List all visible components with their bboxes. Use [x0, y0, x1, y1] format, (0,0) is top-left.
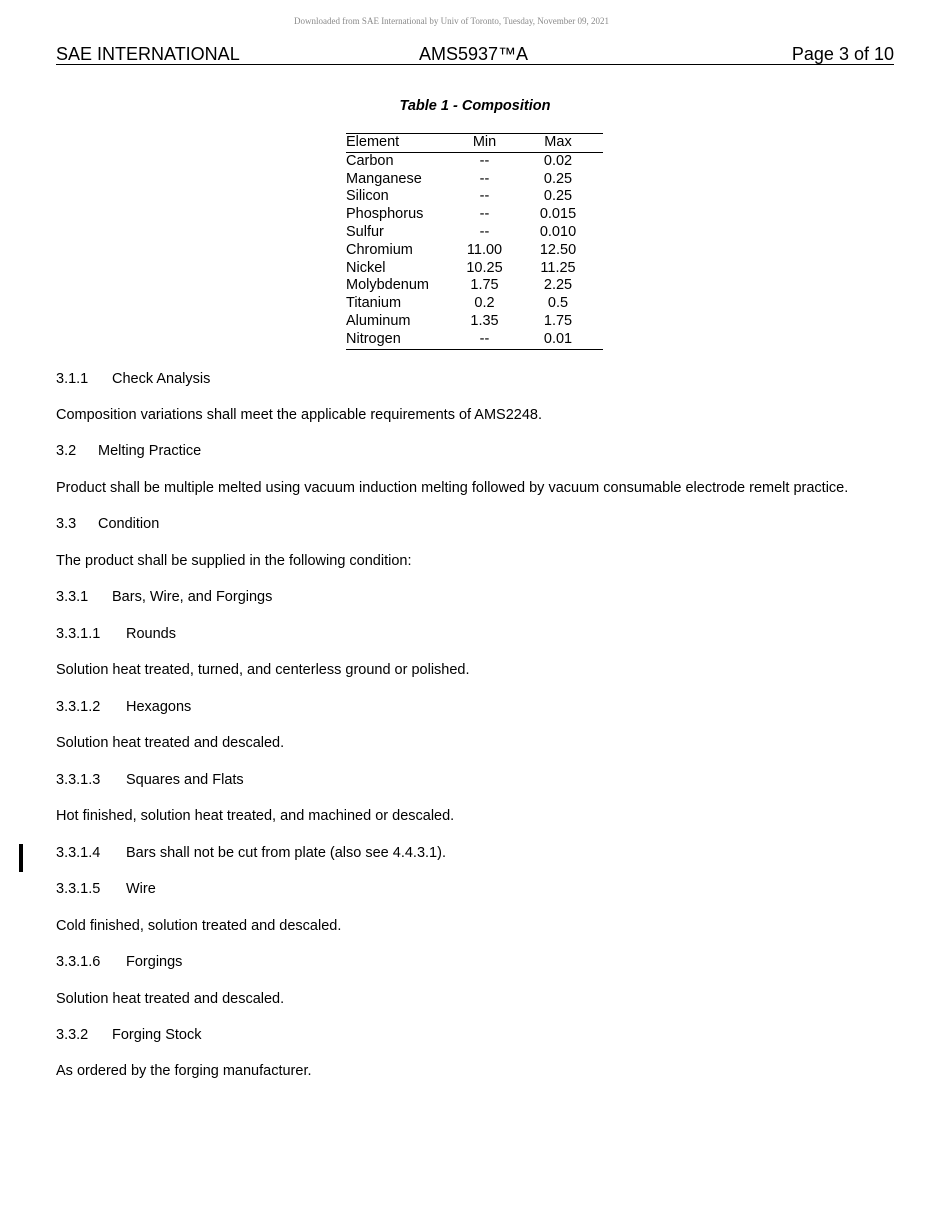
section-heading-3-3-1-1 — [56, 625, 176, 643]
cell-min: -- — [479, 152, 490, 169]
paragraph-3-3: The product shall be supplied in the following condition: — [56, 553, 412, 569]
section-heading-3-3-1-6 — [56, 953, 182, 971]
download-watermark: Downloaded from SAE International by Univ of Toronto, Tuesday, November 09, 2021 — [293, 16, 610, 26]
paragraph-3-3-1-6: Solution heat treated and descaled. — [56, 991, 285, 1007]
header-document-number: AMS5937™A — [419, 44, 529, 64]
header-page-number: Page 3 of 10 — [791, 44, 894, 64]
table-row — [346, 171, 603, 189]
paragraph-3-3-1-2: Solution heat treated and descaled. — [56, 735, 285, 751]
section-number: 3.3.1.4 — [56, 845, 101, 861]
cell-element: Phosphorus — [346, 206, 424, 223]
cell-element: Manganese — [346, 170, 422, 187]
table-row — [346, 313, 603, 331]
table-row — [346, 242, 603, 260]
table-row — [346, 277, 603, 295]
table-row — [346, 152, 603, 170]
section-number: 3.1.1 — [56, 371, 89, 387]
section-heading-3-1-1 — [56, 370, 210, 388]
cell-max: 2.25 — [543, 277, 573, 294]
cell-min: -- — [479, 206, 490, 223]
cell-element: Molybdenum — [346, 277, 430, 294]
cell-element: Titanium — [346, 295, 402, 312]
section-title: Rounds — [126, 626, 176, 642]
composition-table — [346, 133, 603, 350]
cell-max: 0.02 — [543, 152, 573, 169]
section-number: 3.3.1.1 — [56, 626, 101, 642]
cell-max: 0.5 — [547, 295, 569, 312]
cell-element: Chromium — [346, 241, 413, 258]
section-heading-3-3-2 — [56, 1026, 201, 1044]
header-organization: SAE INTERNATIONAL — [56, 44, 240, 64]
cell-max: 11.25 — [540, 259, 576, 276]
cell-max: 1.75 — [543, 312, 573, 329]
cell-element: Nitrogen — [346, 331, 456, 349]
cell-min: 1.75 — [470, 277, 499, 294]
section-title: Bars, Wire, and Forgings — [112, 589, 273, 605]
column-header-min: Min — [456, 134, 513, 153]
cell-min: 1.35 — [470, 312, 499, 329]
paragraph-3-2: Product shall be multiple melted using vacuum induction melting followed by vacuum consumable electrode remelt practice. — [56, 480, 849, 496]
section-number: 3.3 — [56, 516, 77, 532]
revision-change-bar — [19, 844, 23, 872]
paragraph-3-3-2: As ordered by the forging manufacturer. — [56, 1063, 312, 1079]
table-row — [346, 331, 603, 349]
table-title: Table 1 - Composition — [399, 98, 551, 114]
table-row — [346, 260, 603, 278]
paragraph-3-3-1-3: Hot finished, solution heat treated, and machined or descaled. — [56, 808, 455, 824]
section-heading-3-3-1-2 — [56, 698, 191, 716]
column-header-element: Element — [346, 134, 456, 153]
cell-max: 0.25 — [543, 170, 573, 187]
table-row — [346, 188, 603, 206]
cell-max: 0.25 — [543, 188, 573, 205]
cell-element: Sulfur — [346, 223, 384, 240]
section-title: Condition — [98, 516, 160, 532]
cell-min: -- — [456, 331, 513, 349]
section-title: Wire — [126, 881, 156, 897]
page-header — [56, 44, 894, 65]
section-number: 3.2 — [56, 443, 77, 459]
section-title: Check Analysis — [112, 371, 211, 387]
cell-element: Carbon — [346, 152, 394, 169]
table-header-row — [346, 134, 603, 153]
section-number: 3.3.1.2 — [56, 699, 101, 715]
section-heading-3-3-1-3 — [56, 771, 244, 789]
cell-element: Silicon — [346, 188, 389, 205]
section-heading-3-3-1 — [56, 588, 272, 606]
section-heading-3-3-1-5 — [56, 880, 156, 898]
paragraph-3-1-1: Composition variations shall meet the applicable requirements of AMS2248. — [56, 407, 543, 423]
paragraph-3-3-1-1: Solution heat treated, turned, and centerless ground or polished. — [56, 662, 470, 678]
section-title: Melting Practice — [98, 443, 202, 459]
section-title: Forgings — [126, 954, 183, 970]
section-number: 3.3.1 — [56, 589, 89, 605]
cell-max: 0.015 — [539, 206, 577, 223]
cell-min: 0.2 — [474, 295, 495, 312]
column-header-max: Max — [513, 134, 603, 153]
paragraph-3-3-1-5: Cold finished, solution treated and descaled. — [56, 918, 342, 934]
section-title: Bars shall not be cut from plate (also see 4.4.3.1). — [126, 845, 446, 861]
cell-min: -- — [479, 188, 490, 205]
cell-min: 11.00 — [466, 241, 503, 258]
section-title: Hexagons — [126, 699, 192, 715]
section-number: 3.3.1.6 — [56, 954, 101, 970]
table-row — [346, 295, 603, 313]
section-number: 3.3.1.5 — [56, 881, 101, 897]
section-heading-3-3-1-4 — [56, 844, 446, 862]
section-number: 3.3.2 — [56, 1027, 89, 1043]
section-heading-3-2 — [56, 442, 201, 460]
table-row — [346, 206, 603, 224]
cell-max: 0.01 — [513, 331, 603, 349]
section-heading-3-3 — [56, 515, 159, 533]
cell-element: Aluminum — [346, 312, 411, 329]
cell-element: Nickel — [346, 259, 386, 276]
cell-max: 0.010 — [539, 223, 577, 240]
cell-min: -- — [479, 170, 490, 187]
table-row — [346, 224, 603, 242]
section-title: Forging Stock — [112, 1027, 202, 1043]
cell-max: 12.50 — [539, 241, 577, 258]
cell-min: -- — [479, 223, 490, 240]
cell-min: 10.25 — [466, 259, 503, 276]
section-title: Squares and Flats — [126, 772, 244, 788]
section-number: 3.3.1.3 — [56, 772, 101, 788]
